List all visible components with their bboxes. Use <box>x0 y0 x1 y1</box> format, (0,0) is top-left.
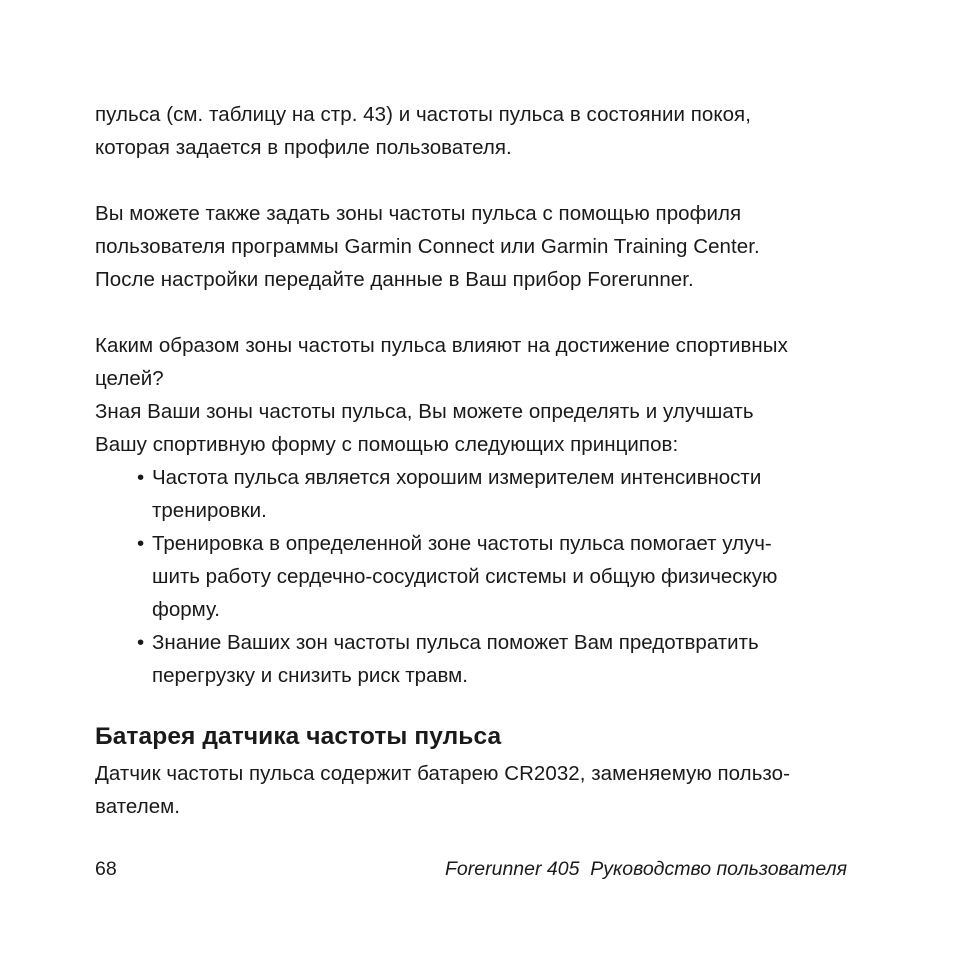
bullet-icon: • <box>137 466 145 489</box>
text-line: Датчик частоты пульса содержит батарею CR2032, заменяемую пользо- <box>95 762 790 785</box>
paragraph-hr-zones-setup <box>95 197 847 296</box>
page-content <box>95 98 847 823</box>
bullet-icon: • <box>137 532 145 555</box>
list-item <box>95 626 847 692</box>
text-line: шить работу сердечно-сосудистой системы и общую физическую <box>152 565 778 588</box>
text-line: целей? <box>95 367 164 390</box>
bullet-list <box>95 461 847 692</box>
paragraph-continuation <box>95 98 847 164</box>
text-line: Тренировка в определенной зоне частоты пульса помогает улуч- <box>152 532 772 555</box>
text-line: форму. <box>152 598 220 621</box>
list-item <box>95 527 847 626</box>
text-line: Вашу спортивную форму с помощью следующих принципов: <box>95 433 679 456</box>
text-line: Частота пульса является хорошим измерителем интенсивности <box>152 466 762 489</box>
text-line: пульса (см. таблицу на стр. 43) и частоты пульса в состоянии покоя, <box>95 103 751 126</box>
text-line: вателем. <box>95 795 181 818</box>
text-line: Зная Ваши зоны частоты пульса, Вы можете определять и улучшать <box>95 400 754 423</box>
text-line: перегрузку и снизить риск травм. <box>152 664 468 687</box>
page-number: 68 <box>95 858 117 880</box>
paragraph-battery-info <box>95 757 847 823</box>
text-line: которая задается в профиле пользователя. <box>95 136 512 159</box>
text-line: Знание Ваших зон частоты пульса поможет Вам предотвратить <box>152 631 759 654</box>
bullet-icon: • <box>137 631 145 654</box>
section-heading: Батарея датчика частоты пульса <box>95 723 502 750</box>
list-item <box>95 461 847 527</box>
text-line: тренировки. <box>152 499 267 522</box>
page-footer <box>95 855 847 883</box>
paragraph-hr-zones-goals <box>95 329 847 461</box>
text-line: Вы можете также задать зоны частоты пульса с помощью профиля <box>95 202 742 225</box>
text-line: После настройки передайте данные в Ваш прибор Forerunner. <box>95 268 694 291</box>
document-title: Forerunner 405 Руководство пользователя <box>445 858 847 880</box>
text-line: Каким образом зоны частоты пульса влияют на достижение спортивных <box>95 334 788 357</box>
text-line: пользователя программы Garmin Connect или Garmin Training Center. <box>95 235 760 258</box>
